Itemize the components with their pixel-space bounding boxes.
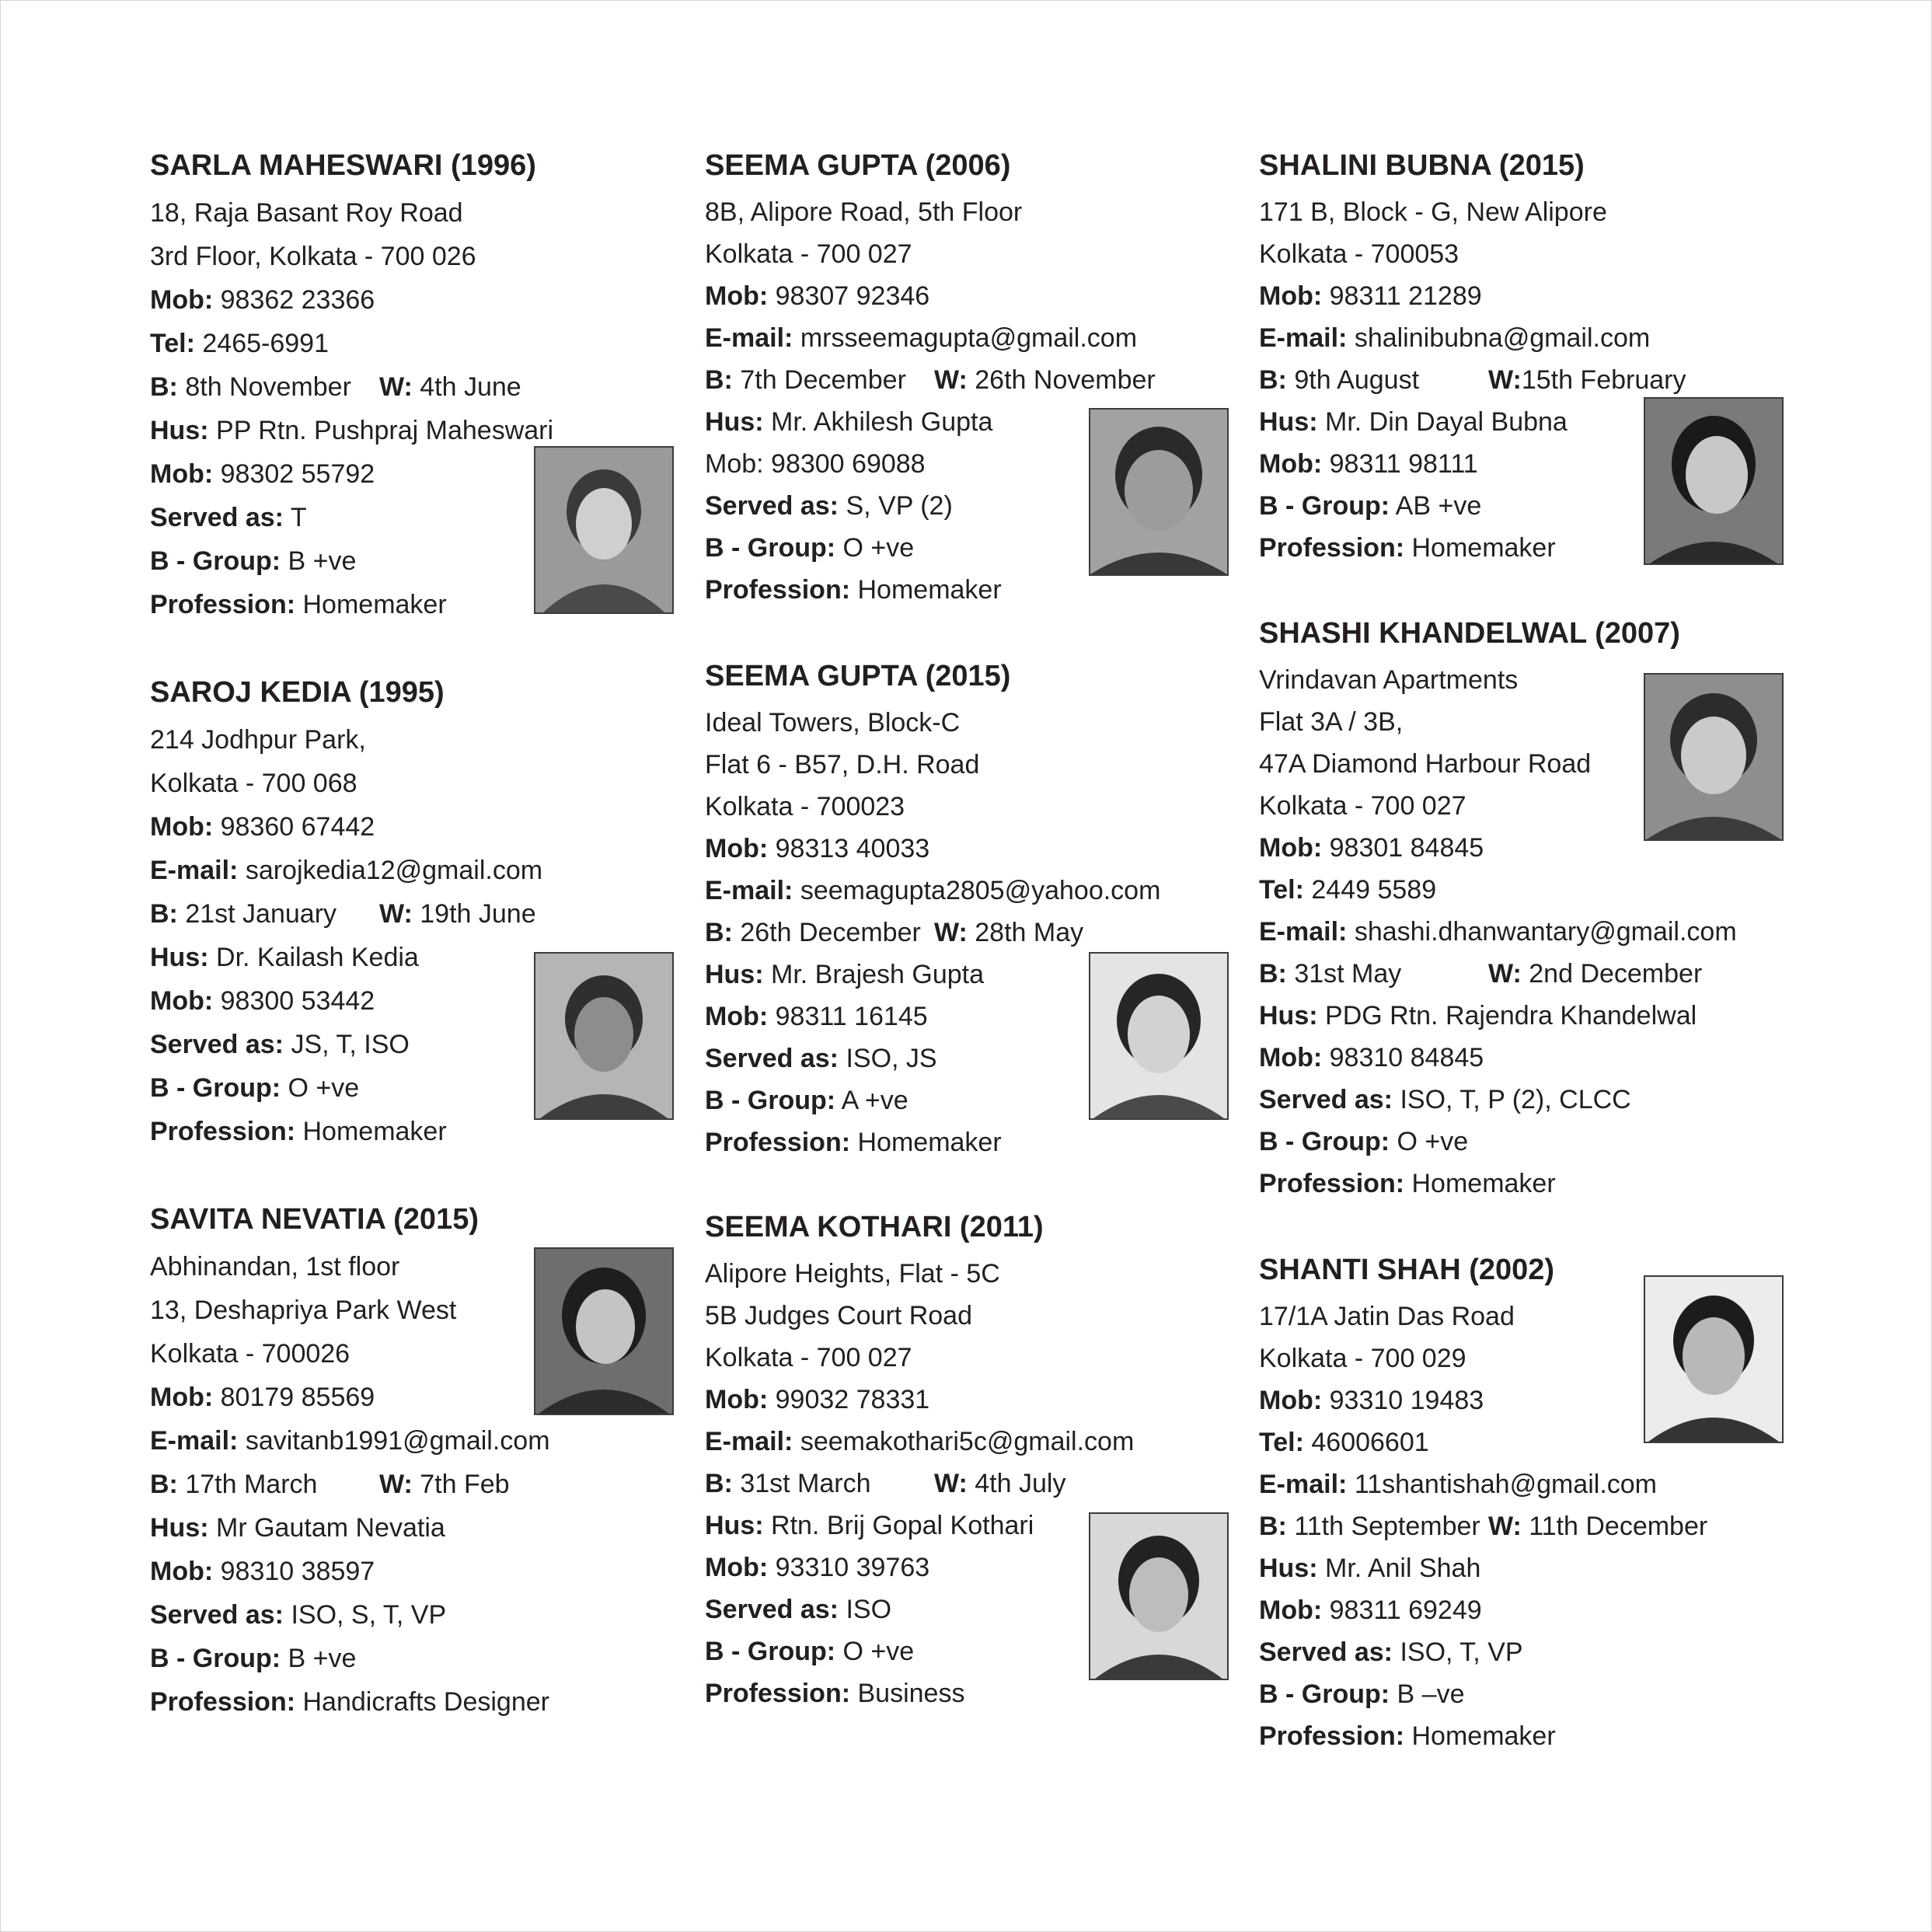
- telephone-value: 46006601: [1311, 1428, 1429, 1457]
- member-photo: [1644, 1275, 1784, 1443]
- address-line: Kolkata - 700 027: [1259, 791, 1466, 821]
- member-name: SEEMA GUPTA (2015): [705, 660, 1011, 692]
- mobile-value: 98362 23366: [220, 285, 375, 315]
- mobile-value: 98311 21289: [1329, 281, 1482, 311]
- husband-mobile-value: 98302 55792: [220, 459, 375, 489]
- dates-row: B: 26th December W: 28th May: [705, 918, 1084, 947]
- address-line: Alipore Heights, Flat - 5C: [705, 1259, 1000, 1289]
- husband-mobile-value: 98310 38597: [220, 1557, 375, 1586]
- served-value: S, VP (2): [846, 491, 953, 521]
- husband-value: Mr. Brajesh Gupta: [771, 960, 985, 989]
- blood-group-value: O +ve: [842, 1637, 915, 1666]
- address-line: 8B, Alipore Road, 5th Floor: [705, 197, 1023, 227]
- mobile-value: 99032 78331: [775, 1385, 930, 1414]
- served-value: ISO, S, T, VP: [291, 1600, 447, 1630]
- email-value: shashi.dhanwantary@gmail.com: [1354, 917, 1737, 947]
- dates-row: B: 7th December W: 26th November: [705, 365, 1156, 395]
- husband-value: Mr Gautam Nevatia: [216, 1513, 445, 1543]
- profession-value: Homemaker: [1411, 1169, 1556, 1198]
- mobile-value: 80179 85569: [220, 1383, 375, 1412]
- member-name: SARLA MAHESWARI (1996): [150, 149, 536, 182]
- blood-group-value: A +ve: [841, 1086, 908, 1115]
- birthday-value: 8th November: [185, 372, 351, 402]
- mobile-row: Mob: 98313 40033: [705, 834, 930, 863]
- husband-mobile-row: Mob: 93310 39763: [705, 1553, 930, 1582]
- husband-mobile-value: 98311 16145: [775, 1002, 928, 1031]
- husband-row: Hus: Mr. Anil Shah: [1259, 1554, 1481, 1583]
- husband-value: Rtn. Brij Gopal Kothari: [771, 1511, 1034, 1540]
- served-value: ISO: [846, 1595, 892, 1624]
- email-row: E-mail: seemagupta2805@yahoo.com: [705, 876, 1161, 905]
- profession-value: Homemaker: [302, 590, 447, 619]
- profession-row: Profession: Homemaker: [1259, 1169, 1556, 1198]
- mobile-value: 98360 67442: [220, 812, 375, 842]
- husband-mobile-value: 93310 39763: [775, 1553, 930, 1582]
- address-line: Kolkata - 700023: [705, 792, 905, 821]
- husband-row: Hus: Mr Gautam Nevatia: [150, 1513, 445, 1543]
- profession-value: Homemaker: [302, 1117, 447, 1146]
- member-name: SEEMA KOTHARI (2011): [705, 1211, 1044, 1243]
- address-line: Kolkata - 700 027: [705, 239, 912, 269]
- mobile-row: Mob: 98301 84845: [1259, 833, 1484, 863]
- blood-group-row: B - Group: B +ve: [150, 546, 357, 576]
- profession-value: Business: [857, 1679, 965, 1708]
- member-name: SAVITA NEVATIA (2015): [150, 1203, 479, 1236]
- profession-row: Profession: Homemaker: [1259, 1721, 1556, 1751]
- husband-row: Hus: Mr. Akhilesh Gupta: [705, 407, 993, 437]
- telephone-row: Tel: 46006601: [1259, 1428, 1429, 1457]
- husband-value: Dr. Kailash Kedia: [216, 943, 419, 972]
- husband-row: Hus: PDG Rtn. Rajendra Khandelwal: [1259, 1001, 1697, 1031]
- served-value: T: [290, 503, 307, 532]
- profession-value: Homemaker: [1411, 1721, 1556, 1751]
- email-value: sarojkedia12@gmail.com: [245, 856, 543, 885]
- husband-value: PP Rtn. Pushpraj Maheswari: [216, 416, 554, 445]
- address-line: 214 Jodhpur Park,: [150, 725, 366, 755]
- anniversary-value: 4th July: [975, 1469, 1066, 1498]
- telephone-value: 2465-6991: [202, 329, 329, 358]
- member-photo: [1644, 673, 1784, 841]
- telephone-row: Tel: 2449 5589: [1259, 875, 1437, 905]
- birthday-value: 21st January: [185, 899, 337, 929]
- husband-row: Hus: PP Rtn. Pushpraj Maheswari: [150, 416, 554, 445]
- profession-value: Homemaker: [857, 575, 1002, 605]
- husband-row: Hus: Dr. Kailash Kedia: [150, 943, 419, 972]
- telephone-row: Tel: 2465-6991: [150, 329, 329, 358]
- husband-mobile-value: 98311 69249: [1329, 1595, 1482, 1625]
- dates-row: B: 31st March W: 4th July: [705, 1469, 1066, 1498]
- address-line: 47A Diamond Harbour Road: [1259, 749, 1592, 779]
- blood-group-value: B +ve: [288, 546, 357, 576]
- address-line: Kolkata - 700 029: [1259, 1344, 1466, 1373]
- email-row: E-mail: shalinibubna@gmail.com: [1259, 323, 1651, 353]
- telephone-value: 2449 5589: [1311, 875, 1437, 905]
- blood-group-value: B +ve: [288, 1644, 357, 1673]
- address-line: Vrindavan Apartments: [1259, 665, 1519, 695]
- dates-row: B: 31st May W: 2nd December: [1259, 959, 1703, 989]
- profession-value: Handicrafts Designer: [302, 1687, 549, 1717]
- address-line: 5B Judges Court Road: [705, 1301, 972, 1330]
- dates-row: B: 11th September W: 11th December: [1259, 1512, 1708, 1541]
- email-row: E-mail: 11shantishah@gmail.com: [1259, 1470, 1658, 1499]
- profession-value: Homemaker: [857, 1128, 1002, 1157]
- profession-row: Profession: Homemaker: [150, 1117, 447, 1146]
- husband-mobile-value: 98300 53442: [220, 986, 375, 1016]
- husband-mobile-value: 98300 69088: [771, 449, 926, 479]
- member-photo: [1089, 1512, 1229, 1680]
- address-line: 3rd Floor, Kolkata - 700 026: [150, 242, 476, 271]
- mobile-row: Mob: 98307 92346: [705, 281, 930, 311]
- member-name: SAROJ KEDIA (1995): [150, 676, 445, 709]
- mobile-value: 98313 40033: [775, 834, 930, 863]
- blood-group-value: O +ve: [1397, 1127, 1469, 1156]
- profession-row: Profession: Homemaker: [1259, 533, 1556, 563]
- address-line: Kolkata - 700026: [150, 1339, 350, 1369]
- address-line: 17/1A Jatin Das Road: [1259, 1302, 1515, 1331]
- mobile-row: Mob: 80179 85569: [150, 1383, 375, 1412]
- address-line: Kolkata - 700053: [1259, 239, 1459, 269]
- anniversary-value: 2nd December: [1529, 959, 1703, 989]
- husband-value: Mr. Din Dayal Bubna: [1325, 407, 1568, 437]
- profession-value: Homemaker: [1411, 533, 1556, 563]
- blood-group-value: O +ve: [288, 1073, 360, 1103]
- blood-group-value: AB +ve: [1395, 491, 1482, 521]
- served-value: ISO, T, P (2), CLCC: [1400, 1085, 1631, 1114]
- anniversary-value: 15th February: [1521, 365, 1686, 395]
- served-row: Served as: ISO, JS: [705, 1044, 937, 1073]
- member-photo: [534, 446, 674, 614]
- address-line: Kolkata - 700 027: [705, 1343, 912, 1372]
- served-row: Served as: ISO, S, T, VP: [150, 1600, 447, 1630]
- email-value: seemagupta2805@yahoo.com: [800, 876, 1161, 905]
- member-name: SHASHI KHANDELWAL (2007): [1259, 617, 1680, 650]
- husband-row: Hus: Mr. Din Dayal Bubna: [1259, 407, 1568, 437]
- birthday-value: 31st March: [740, 1469, 871, 1498]
- email-row: E-mail: sarojkedia12@gmail.com: [150, 856, 543, 885]
- served-value: JS, T, ISO: [291, 1030, 410, 1059]
- served-value: ISO, JS: [846, 1044, 937, 1073]
- anniversary-value: 26th November: [975, 365, 1156, 395]
- address-line: Flat 3A / 3B,: [1259, 707, 1404, 737]
- dates-row: B: 8th November W: 4th June: [150, 372, 521, 402]
- member-photo: [534, 952, 674, 1120]
- email-value: seemakothari5c@gmail.com: [800, 1427, 1135, 1456]
- birthday-value: 9th August: [1294, 365, 1420, 395]
- blood-group-row: B - Group: O +ve: [150, 1073, 360, 1103]
- mobile-row: Mob: 99032 78331: [705, 1385, 930, 1414]
- husband-row: Hus: Mr. Brajesh Gupta: [705, 960, 985, 989]
- address-line: Flat 6 - B57, D.H. Road: [705, 750, 980, 779]
- served-value: ISO, T, VP: [1400, 1637, 1523, 1667]
- blood-group-row: B - Group: B +ve: [150, 1644, 357, 1673]
- anniversary-value: 19th June: [420, 899, 536, 929]
- member-name: SEEMA GUPTA (2006): [705, 149, 1011, 182]
- husband-mobile-row: Mob: 98310 38597: [150, 1557, 375, 1586]
- profession-row: Profession: Homemaker: [705, 575, 1002, 605]
- dates-row: B: 9th August W:15th February: [1259, 365, 1686, 395]
- birthday-value: 26th December: [740, 918, 921, 947]
- served-row: Served as: T: [150, 503, 307, 532]
- blood-group-row: B - Group: O +ve: [705, 1637, 915, 1666]
- husband-mobile-row: Mob: 98311 69249: [1259, 1595, 1482, 1625]
- birthday-value: 7th December: [740, 365, 906, 395]
- profession-row: Profession: Handicrafts Designer: [150, 1687, 549, 1717]
- blood-group-row: B - Group: A +ve: [705, 1086, 908, 1115]
- husband-mobile-value: 98310 84845: [1329, 1043, 1484, 1072]
- blood-group-value: B –ve: [1397, 1679, 1465, 1709]
- address-line: 171 B, Block - G, New Alipore: [1259, 197, 1607, 227]
- anniversary-value: 7th Feb: [420, 1470, 510, 1499]
- blood-group-row: B - Group: AB +ve: [1259, 491, 1482, 521]
- blood-group-row: B - Group: O +ve: [705, 533, 915, 563]
- husband-mobile-value: 98311 98111: [1329, 449, 1478, 479]
- profession-row: Profession: Business: [705, 1679, 965, 1708]
- husband-value: Mr. Akhilesh Gupta: [771, 407, 993, 437]
- email-row: E-mail: mrsseemagupta@gmail.com: [705, 323, 1138, 353]
- husband-mobile-row: Mob: 98310 84845: [1259, 1043, 1484, 1072]
- mobile-row: Mob: 98360 67442: [150, 812, 375, 842]
- served-row: Served as: JS, T, ISO: [150, 1030, 410, 1059]
- mobile-row: Mob: 98311 21289: [1259, 281, 1482, 311]
- husband-mobile-row: Mob: 98311 16145: [705, 1002, 928, 1031]
- address-line: Kolkata - 700 068: [150, 769, 357, 798]
- husband-mobile-row: Mob: 98302 55792: [150, 459, 375, 489]
- member-name: SHANTI SHAH (2002): [1259, 1254, 1555, 1286]
- email-value: savitanb1991@gmail.com: [245, 1426, 550, 1456]
- member-photo: [534, 1247, 674, 1415]
- email-row: E-mail: savitanb1991@gmail.com: [150, 1426, 550, 1456]
- husband-mobile-row: Mob: 98311 98111: [1259, 449, 1478, 479]
- served-row: Served as: ISO, T, VP: [1259, 1637, 1523, 1667]
- profession-row: Profession: Homemaker: [150, 590, 447, 619]
- anniversary-value: 28th May: [975, 918, 1084, 947]
- address-line: Abhinandan, 1st floor: [150, 1252, 400, 1282]
- member-name: SHALINI BUBNA (2015): [1259, 149, 1585, 182]
- blood-group-value: O +ve: [842, 533, 915, 563]
- mobile-row: Mob: 93310 19483: [1259, 1386, 1484, 1415]
- mobile-value: 93310 19483: [1329, 1386, 1484, 1415]
- anniversary-value: 4th June: [420, 372, 521, 402]
- member-photo: [1089, 408, 1229, 576]
- mobile-value: 98307 92346: [775, 281, 930, 311]
- blood-group-row: B - Group: O +ve: [1259, 1127, 1469, 1156]
- husband-value: PDG Rtn. Rajendra Khandelwal: [1325, 1001, 1697, 1031]
- email-value: shalinibubna@gmail.com: [1354, 323, 1651, 353]
- mobile-row: Mob: 98362 23366: [150, 285, 375, 315]
- address-line: 18, Raja Basant Roy Road: [150, 198, 463, 228]
- member-photo: [1644, 397, 1784, 565]
- email-row: E-mail: seemakothari5c@gmail.com: [705, 1427, 1135, 1456]
- anniversary-value: 11th December: [1529, 1512, 1708, 1541]
- served-row: Served as: ISO: [705, 1595, 892, 1624]
- mobile-value: 98301 84845: [1329, 833, 1484, 863]
- served-row: Served as: S, VP (2): [705, 491, 953, 521]
- husband-row: Hus: Rtn. Brij Gopal Kothari: [705, 1511, 1034, 1540]
- dates-row: B: 21st January W: 19th June: [150, 899, 536, 929]
- served-row: Served as: ISO, T, P (2), CLCC: [1259, 1085, 1631, 1114]
- birthday-value: 17th March: [185, 1470, 318, 1499]
- email-row: E-mail: shashi.dhanwantary@gmail.com: [1259, 917, 1737, 947]
- birthday-value: 11th September: [1294, 1512, 1480, 1541]
- husband-mobile-row: Mob: 98300 69088: [705, 449, 926, 479]
- profession-row: Profession: Homemaker: [705, 1128, 1002, 1157]
- email-value: 11shantishah@gmail.com: [1354, 1470, 1658, 1499]
- member-photo: [1089, 952, 1229, 1120]
- email-value: mrsseemagupta@gmail.com: [800, 323, 1138, 353]
- dates-row: B: 17th March W: 7th Feb: [150, 1470, 510, 1499]
- address-line: Ideal Towers, Block-C: [705, 708, 961, 738]
- address-line: 13, Deshapriya Park West: [150, 1296, 457, 1325]
- birthday-value: 31st May: [1294, 959, 1402, 989]
- blood-group-row: B - Group: B –ve: [1259, 1679, 1465, 1709]
- husband-mobile-row: Mob: 98300 53442: [150, 986, 375, 1016]
- husband-value: Mr. Anil Shah: [1325, 1554, 1481, 1583]
